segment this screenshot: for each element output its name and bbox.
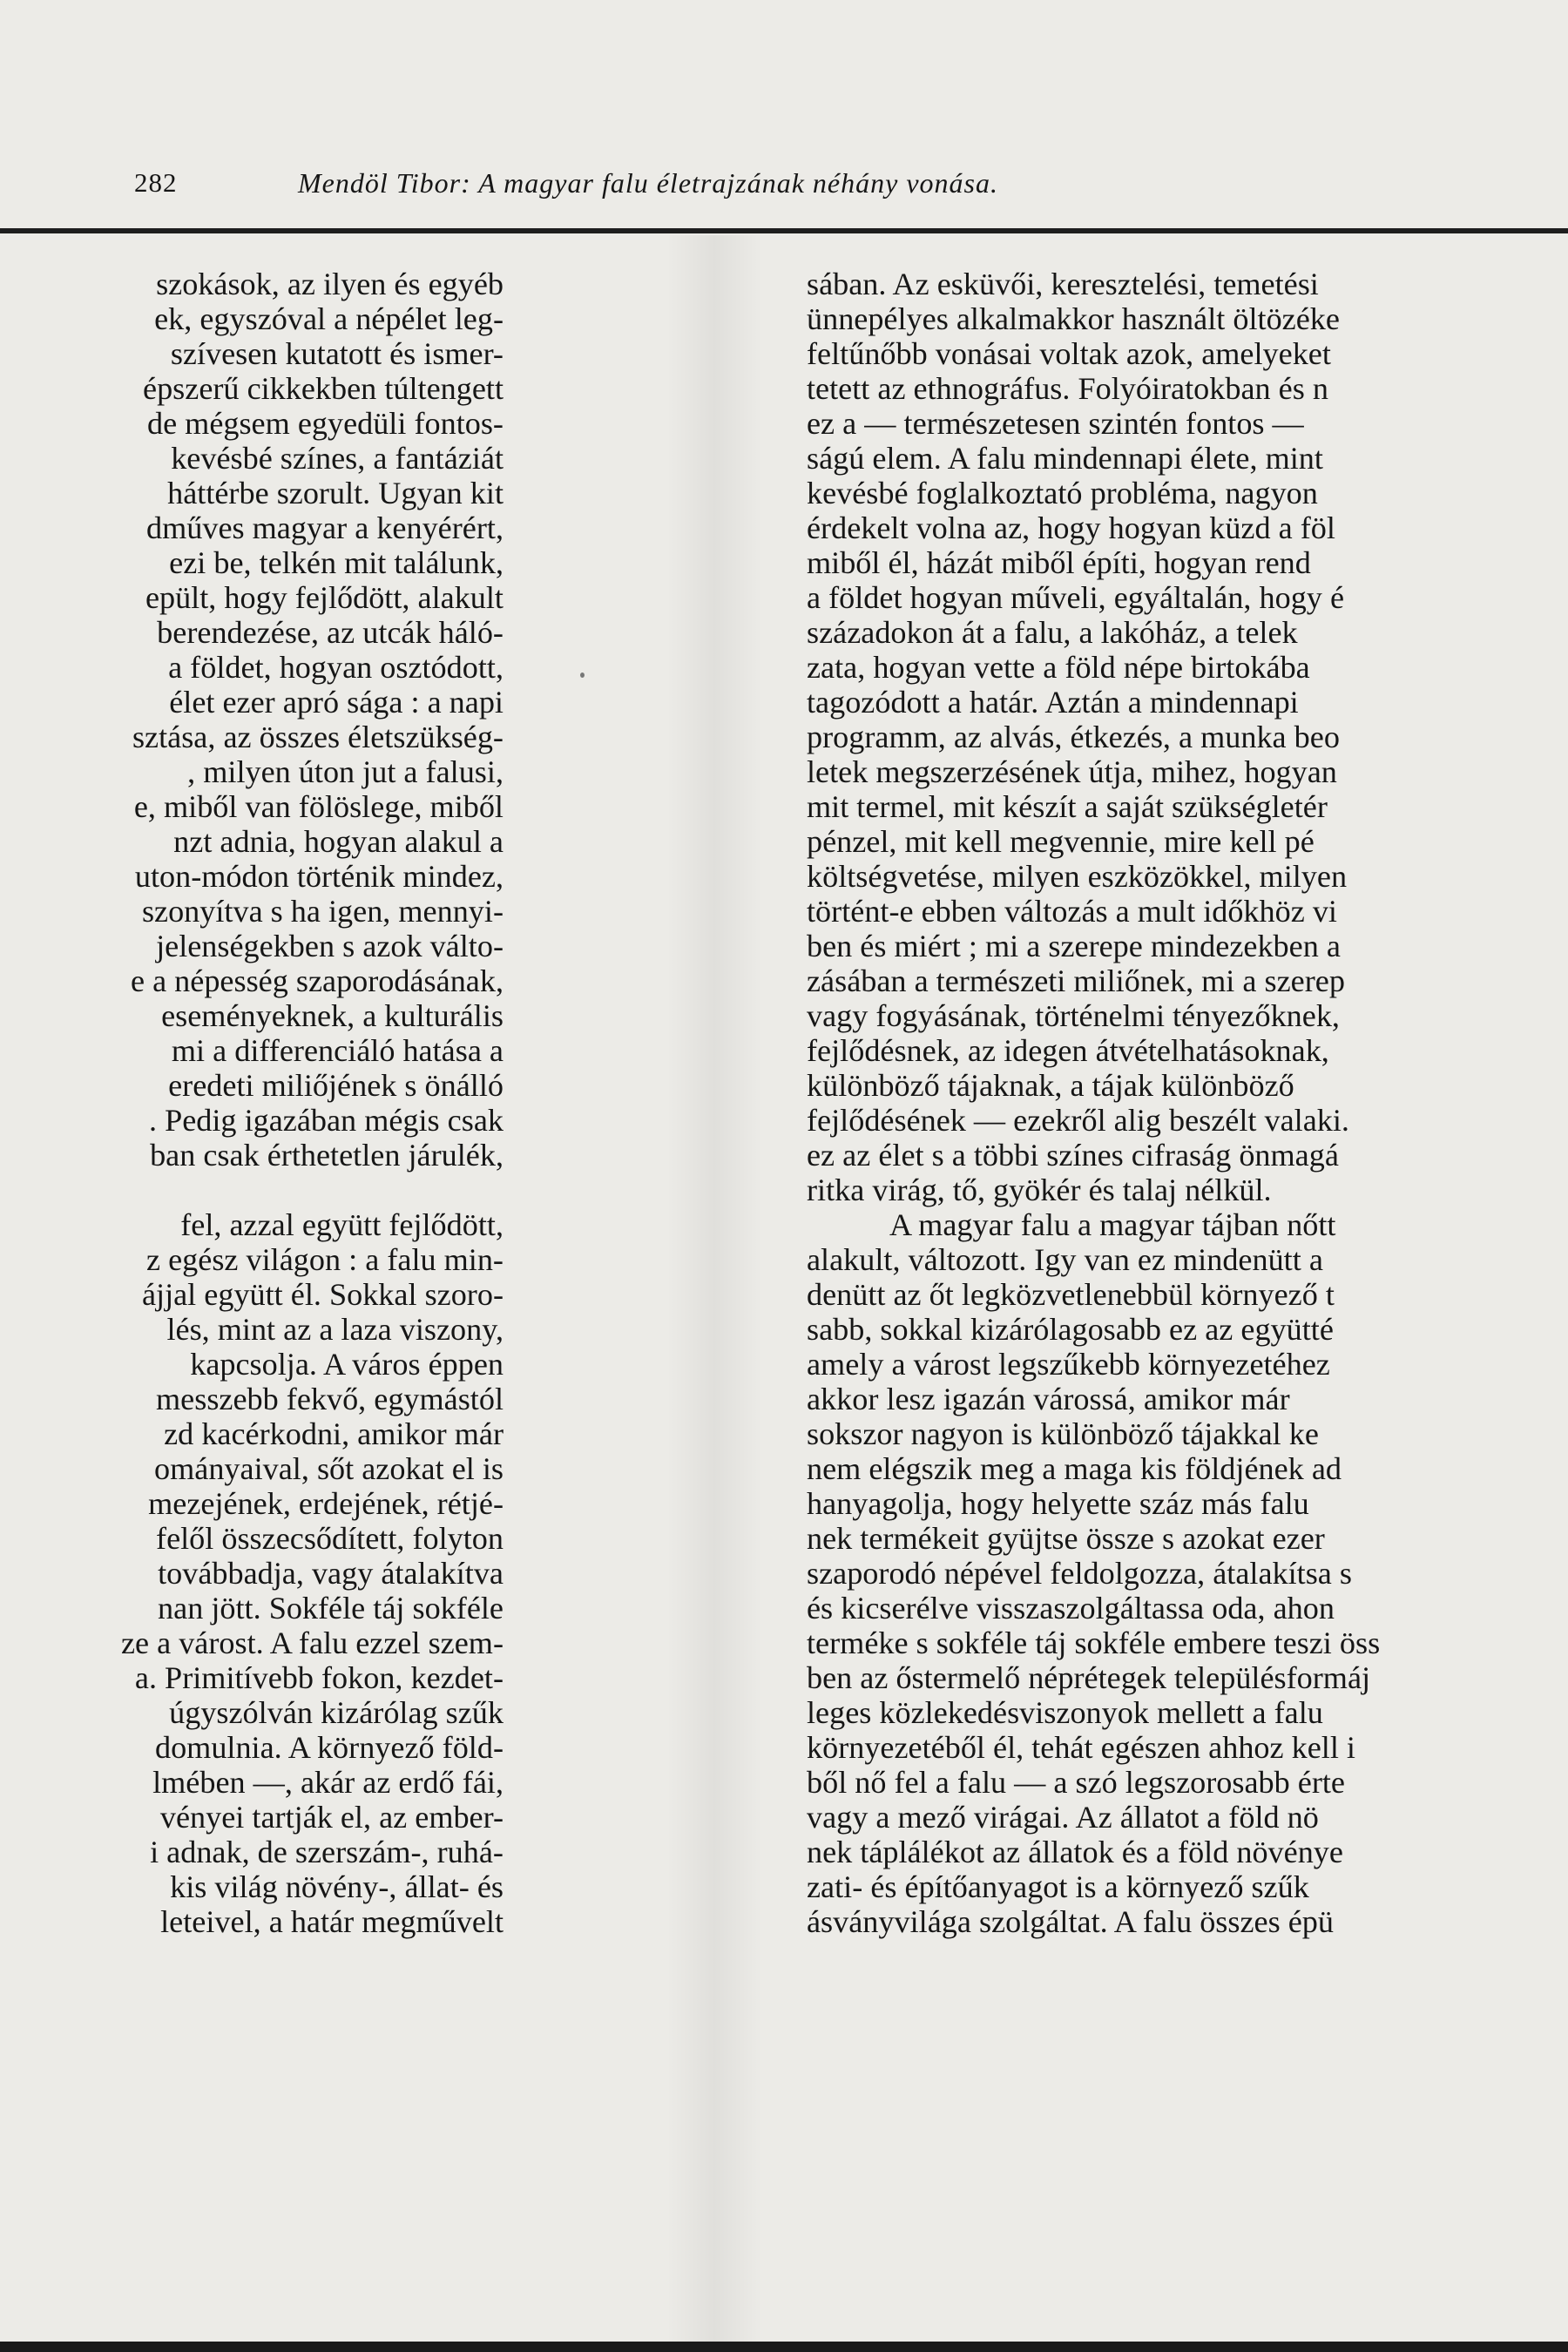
text-line: kis világ növény-, állat- és [170, 1869, 504, 1904]
text-line: nek termékeit gyüjtse össze s azokat ezer [807, 1521, 1325, 1556]
text-line: jelenségekben s azok válto- [156, 929, 504, 963]
text-line: mezejének, erdejének, rétjé- [148, 1486, 504, 1521]
text-line: dműves magyar a kenyérért, [146, 510, 504, 545]
text-line: a földet hogyan műveli, egyáltalán, hogy é [807, 580, 1345, 615]
text-line: ze a várost. A falu ezzel szem- [120, 1625, 504, 1660]
text-line: leges közlekedésviszonyok mellett a falu [807, 1695, 1323, 1730]
text-line: , milyen úton jut a falusi, [187, 754, 504, 789]
text-line: eseményeknek, a kulturális [161, 998, 504, 1033]
text-line: a földet, hogyan osztódott, [168, 650, 504, 685]
text-line: fejlődésnek, az idegen átvételhatásoknak, [807, 1033, 1329, 1068]
print-speck [580, 672, 585, 678]
text-line: sában. Az esküvői, keresztelési, temetési [807, 267, 1319, 301]
text-line: ünnepélyes alkalmakkor használt öltözéke [807, 301, 1340, 336]
text-line: tetett az ethnográfus. Folyóiratokban és n [807, 371, 1328, 406]
right-text-column [807, 267, 1380, 1939]
text-line: alakult, változott. Igy van ez mindenütt a [807, 1242, 1323, 1277]
text-line: miből él, házát miből építi, hogyan rend [807, 545, 1311, 580]
text-line: ományaival, sőt azokat el is [154, 1451, 504, 1486]
text-line: uton-módon történik mindez, [134, 859, 504, 894]
text-line: szívesen kutatott és ismer- [170, 336, 504, 371]
paragraph-break [121, 1173, 504, 1207]
text-line: ságú elem. A falu mindennapi élete, mint [807, 441, 1323, 476]
scan-bottom-edge [0, 2342, 1568, 2352]
text-line: terméke s sokféle táj sokféle embere teszi öss [807, 1625, 1381, 1660]
text-line: A magyar falu a magyar tájban nőtt [889, 1207, 1336, 1242]
text-line: kevésbé foglalkoztató probléma, nagyon [807, 476, 1318, 510]
text-line: akkor lesz igazán várossá, amikor már [807, 1382, 1290, 1416]
text-line: fejlődésének — ezekről alig beszélt valaki. [807, 1103, 1349, 1138]
text-line: a. Primitívebb fokon, kezdet- [134, 1660, 504, 1695]
text-line: nzt adnia, hogyan alakul a [173, 824, 504, 859]
text-line: különböző tájaknak, a tájak különböző [807, 1068, 1294, 1103]
text-line: úgyszólván kizárólag szűk [169, 1695, 504, 1730]
text-line: sokszor nagyon is különböző tájakkal ke [807, 1416, 1319, 1451]
text-line: e, miből van fölöslege, miből [133, 789, 504, 824]
text-line: költségvetése, milyen eszközökkel, milyen [807, 859, 1348, 894]
text-line: lmében —, akár az erdő fái, [152, 1765, 504, 1800]
text-line: ek, egyszóval a népélet leg- [154, 301, 504, 336]
text-line: z egész világon : a falu min- [146, 1242, 504, 1277]
text-line: hanyagolja, hogy helyette száz más falu [807, 1486, 1309, 1521]
text-line: élet ezer apró sága : a napi [169, 685, 504, 720]
text-line: denütt az őt legközvetlenebbül környező t [807, 1277, 1335, 1312]
text-line: ez a — természetesen szintén fontos — [807, 406, 1304, 441]
text-line: de mégsem egyedüli fontos- [146, 406, 504, 441]
text-line: zásában a természeti miliőnek, mi a szerep [807, 963, 1345, 998]
text-line: zati- és építőanyagot is a környező szűk [807, 1869, 1309, 1904]
text-line: vagy fogyásának, történelmi tényezőknek, [807, 998, 1340, 1033]
text-line: sabb, sokkal kizárólagosabb ez az együtté [807, 1312, 1334, 1347]
text-line: sztása, az összes életszükség- [132, 720, 504, 754]
text-line: környezetéből él, tehát egészen ahhoz kell i [807, 1730, 1355, 1765]
text-line: ásványvilága szolgáltat. A falu összes épü [807, 1904, 1334, 1939]
text-line: nem elégszik meg a maga kis földjének ad [807, 1451, 1342, 1486]
text-line: érdekelt volna az, hogy hogyan küzd a föl [807, 510, 1335, 545]
text-line: domulnia. A környező föld- [154, 1730, 504, 1765]
text-line: ritka virág, tő, gyökér és talaj nélkül. [807, 1173, 1272, 1207]
text-line: letek megszerzésének útja, mihez, hogyan [807, 754, 1337, 789]
text-line: nek táplálékot az állatok és a föld növénye [807, 1835, 1343, 1869]
text-line: zd kacérkodni, amikor már [164, 1416, 504, 1451]
text-line: lés, mint az a laza viszony, [166, 1312, 504, 1347]
text-line: ban csak érthetetlen járulék, [150, 1138, 504, 1173]
text-line: epült, hogy fejlődött, alakult [145, 580, 504, 615]
header-rule [0, 228, 1568, 233]
text-line: ezi be, telkén mit találunk, [169, 545, 504, 580]
text-line: zata, hogyan vette a föld népe birtokába [807, 650, 1310, 685]
text-line: történt-e ebben változás a mult időkhöz vi [807, 894, 1337, 929]
text-line: háttérbe szorult. Ugyan kit [167, 476, 504, 510]
text-line: ből nő fel a falu — a szó legszorosabb érte [807, 1765, 1345, 1800]
text-line: épszerű cikkekben túltengett [143, 371, 504, 406]
running-title: Mendöl Tibor: A magyar falu életrajzának néhány vonása. [298, 167, 998, 199]
text-line: szonyítva s ha igen, mennyi- [141, 894, 504, 929]
left-text-column [121, 267, 504, 1939]
text-line: i adnak, de szerszám-, ruhá- [150, 1835, 504, 1869]
text-line: ben és miért ; mi a szerepe mindezekben a [807, 929, 1341, 963]
text-line: ájjal együtt él. Sokkal szoro- [141, 1277, 504, 1312]
text-line: fel, azzal együtt fejlődött, [180, 1207, 504, 1242]
running-header [0, 167, 1568, 211]
text-line: e a népesség szaporodásának, [130, 963, 504, 998]
text-line: kevésbé színes, a fantáziát [171, 441, 504, 476]
text-line: amely a várost legszűkebb környezetéhez [807, 1347, 1330, 1382]
text-line: kapcsolja. A város éppen [190, 1347, 504, 1382]
text-line: vagy a mező virágai. Az állatot a föld nö [807, 1800, 1319, 1835]
text-line: feltűnőbb vonásai voltak azok, amelyeket [807, 336, 1331, 371]
text-line: . Pedig igazában mégis csak [149, 1103, 504, 1138]
text-line: vényei tartják el, az ember- [159, 1800, 504, 1835]
text-line: ben az őstermelő néprétegek településformáj [807, 1660, 1371, 1695]
text-line: szokások, az ilyen és egyéb [156, 267, 504, 301]
text-line: leteivel, a határ megművelt [160, 1904, 504, 1939]
text-line: nan jött. Sokféle táj sokféle [158, 1591, 504, 1625]
text-line: szaporodó népével feldolgozza, átalakítsa s [807, 1556, 1352, 1591]
text-line: és kicserélve visszaszolgáltassa oda, ahon [807, 1591, 1335, 1625]
text-line: programm, az alvás, étkezés, a munka beo [807, 720, 1340, 754]
page-number: 282 [134, 167, 178, 198]
text-line: eredeti miliőjének s önálló [168, 1068, 504, 1103]
text-line: századokon át a falu, a lakóház, a telek [807, 615, 1298, 650]
text-line: mi a differenciáló hatása a [171, 1033, 504, 1068]
text-line: berendezése, az utcák háló- [157, 615, 504, 650]
text-line: tagozódott a határ. Aztán a mindennapi [807, 685, 1299, 720]
page-gutter-shadow [666, 235, 762, 2342]
text-line: pénzel, mit kell megvennie, mire kell pé [807, 824, 1315, 859]
text-line: messzebb fekvő, egymástól [156, 1382, 504, 1416]
text-line: ez az élet s a többi színes cifraság önmagá [807, 1138, 1339, 1173]
text-line: felől összecsődített, folyton [156, 1521, 504, 1556]
text-line: továbbadja, vagy átalakítva [158, 1556, 504, 1591]
text-line: mit termel, mit készít a saját szükségletér [807, 789, 1328, 824]
